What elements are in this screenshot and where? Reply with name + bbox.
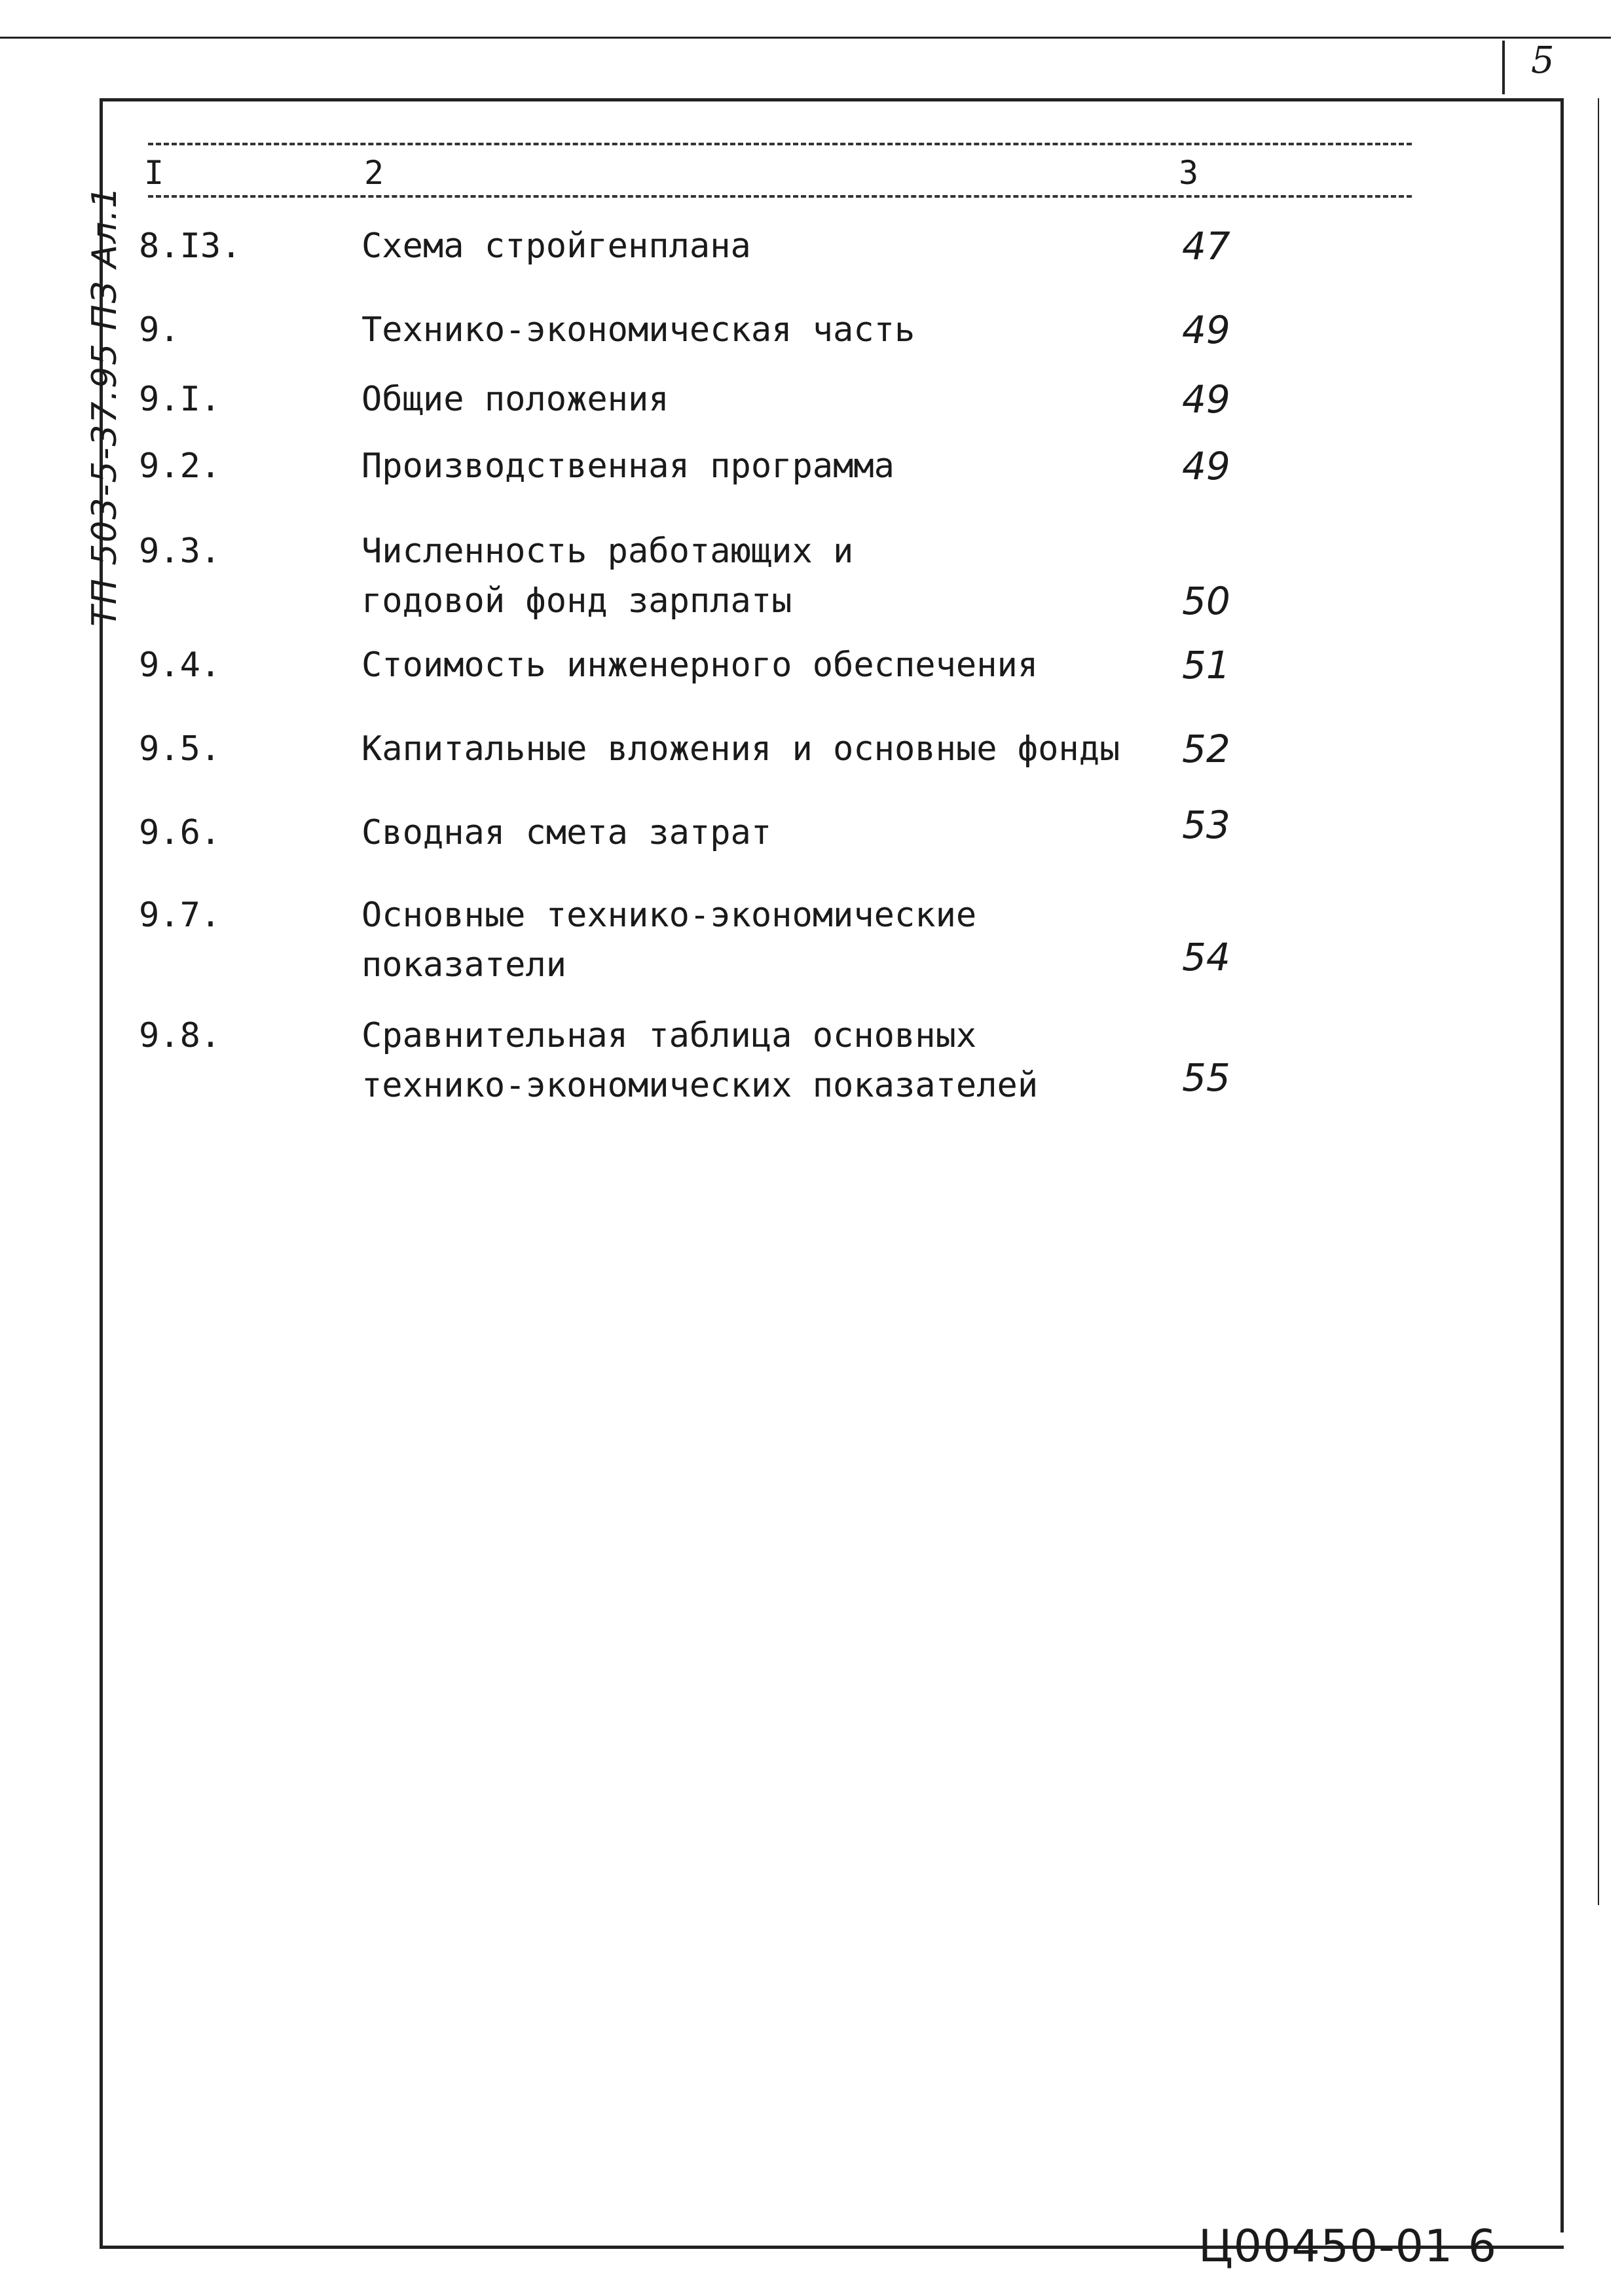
page-reference: 53 [1182,803,1230,847]
page-reference: 54 [1182,935,1230,979]
column-header-1: I [144,154,164,192]
page-reference: 52 [1182,727,1230,771]
section-number: 9.4. [139,646,221,685]
page-reference: 50 [1182,579,1230,623]
section-title: Схема стройгенплана [361,227,751,266]
section-title: Капитальные вложения и основные фонды [361,729,1120,769]
section-title: Численность работающих и годовой фонд зарплаты [361,532,854,621]
section-number: 9.5. [139,729,221,769]
section-number: 9.6. [139,813,221,852]
frame-top [100,98,1564,101]
section-title: Общие положения [361,380,669,419]
page-reference: 51 [1182,643,1230,687]
sheet-number-divider [1502,41,1505,94]
column-header-2: 2 [364,154,384,192]
archive-code: Ц00450-01 6 [1198,2221,1498,2272]
sheet-number: 5 [1531,39,1555,82]
page-reference: 47 [1182,224,1230,268]
section-title: Сводная смета затрат [361,813,772,852]
header-bottom-rule [148,195,1412,198]
section-title: Сравнительная таблица основных технико-экономических показателей [361,1016,1039,1105]
section-number: 8.I3. [139,227,242,266]
section-title: Технико-экономическая часть [361,310,915,350]
page-reference: 49 [1182,308,1230,352]
section-number: 9.I. [139,380,221,419]
frame-right [1560,98,1564,2232]
page-reference: 49 [1182,377,1230,422]
section-number: 9.8. [139,1016,221,1055]
section-number: 9.3. [139,532,221,571]
section-title: Стоимость инженерного обеспечения [361,646,1039,685]
section-number: 9. [139,310,180,350]
page-reference: 49 [1182,444,1230,488]
outer-right-line [1598,98,1599,1905]
header-top-rule [148,143,1412,145]
section-title: Основные технико-экономические показатели [361,896,977,985]
document-code-side: ТП 503-5-37.95 ПЗ Ал.1 [85,185,124,627]
page-reference: 55 [1182,1055,1230,1100]
section-number: 9.2. [139,446,221,486]
top-border-line [0,37,1611,39]
section-title: Производственная программа [361,446,895,486]
section-number: 9.7. [139,896,221,935]
column-header-3: 3 [1179,154,1199,192]
